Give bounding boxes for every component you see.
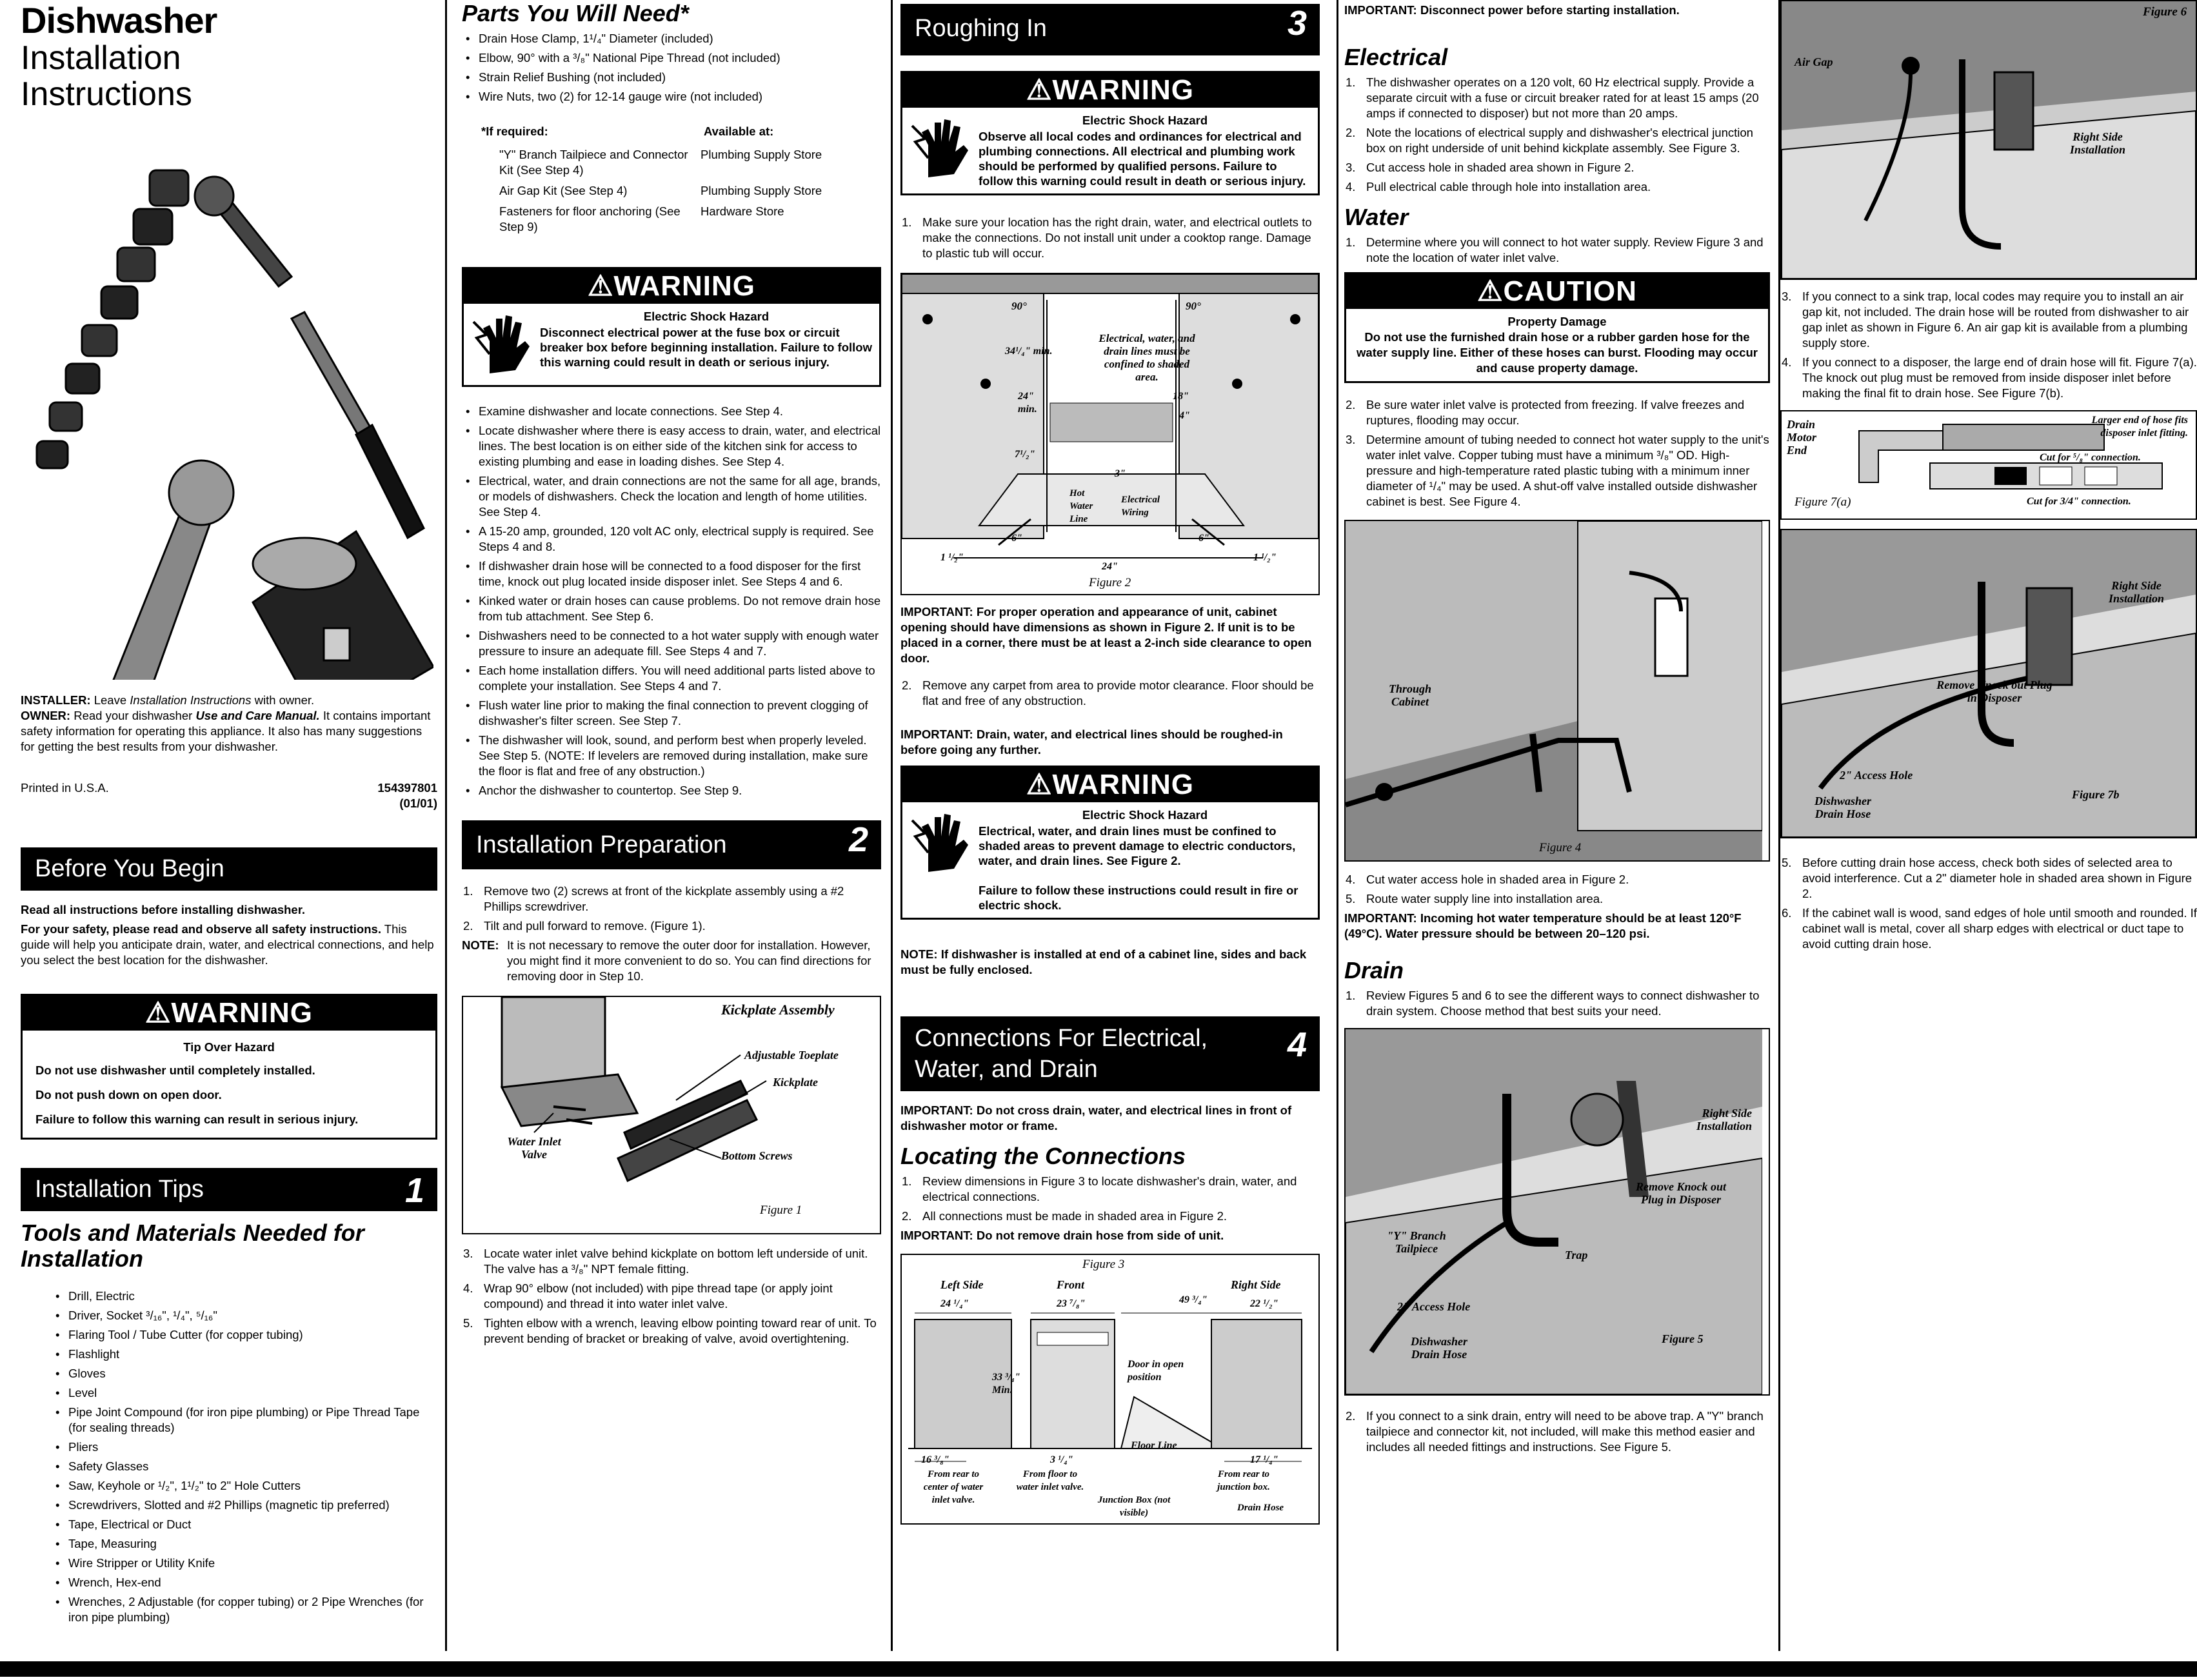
- tool-item-text: Wrenches, 2 Adjustable (for copper tubing) or 2 Pipe Wrenches (for iron pipe plumbing): [68, 1595, 424, 1624]
- tool-item-2: [68, 1308, 437, 1323]
- tip-1: Do not use dishwasher until completely installed.: [35, 1063, 315, 1077]
- pre-install-bullet-5: [479, 558, 881, 589]
- step-number-2: 2: [848, 820, 868, 859]
- subtitle-line-1: Installation: [21, 39, 181, 77]
- drain-step-2-body: If you connect to a sink drain, entry will need to be above trap. A "Y" branch tailpiece and connector kit, not included, will make this method easier and includes all needed fittings and instructions. See Figure 5.: [1366, 1409, 1764, 1454]
- tool-item-text: Pliers: [68, 1440, 99, 1454]
- part-item-4: [479, 89, 881, 104]
- caution-title: Property Damage: [1507, 315, 1607, 328]
- column-5: [1780, 0, 2197, 1651]
- fig7b-hose: Dishwasher Drain Hose: [1814, 795, 1872, 820]
- tool-item-8: [68, 1439, 437, 1455]
- water-step-cont-2: 5. Route water supply line into installation area.: [1346, 892, 1604, 905]
- fig4-caption: Figure 4: [1539, 841, 1582, 855]
- drain-step-5-text: Before cutting drain hose access, check both sides of selected area to avoid interference. Cut a 2" diameter hole in shaded area shown in Figure 2.: [1802, 856, 2192, 900]
- tool-item-11: [68, 1497, 437, 1513]
- before-you-begin-band: [21, 847, 437, 891]
- pre-install-bullet-2: [479, 423, 881, 469]
- pre-install-bullet-text: Electrical, water, and drain connections are not the same for all age, brands, or models of dishwashers. Check the location and length of home utilities. See Step 4.: [479, 474, 881, 519]
- fig7b-rs: Right Side Installation: [2108, 579, 2165, 605]
- tool-item-15: [68, 1575, 437, 1590]
- tool-item-text: Pipe Joint Compound (for iron pipe plumbing) or Pipe Thread Tape (for sealing threads): [68, 1405, 420, 1434]
- roughing-step-1-text: Make sure your location has the right drain, water, and electrical outlets to make the connections. Do not install unit under a cooktop range. Damage to plastic tub will occur.: [922, 215, 1312, 260]
- fig1-screws: Bottom Screws: [721, 1149, 793, 1162]
- shock-warning-3: [900, 766, 1320, 920]
- warning-body: Disconnect electrical power at the fuse box or circuit breaker box before beginning installation. Failure to follow this warning could result in death or serious injury.: [540, 326, 872, 369]
- owner-bold: Use and Care Manual.: [195, 709, 320, 722]
- column-1: [21, 0, 437, 1651]
- water-step-cont-text: Cut water access hole in shaded area in Figure 2.: [1366, 873, 1629, 886]
- tool-item-12: [68, 1517, 437, 1532]
- tool-item-text: Tape, Measuring: [68, 1537, 157, 1550]
- tool-item-6: [68, 1385, 437, 1401]
- available-at-label: Available at:: [704, 124, 774, 138]
- tools-list: [21, 1289, 437, 1625]
- if-required-label: *If required:: [481, 124, 548, 138]
- pre-install-bullet-4: [479, 524, 881, 555]
- fig1-title: Kickplate Assembly: [721, 1002, 835, 1018]
- required-item: Fasteners for floor anchoring (See Step 9): [499, 204, 681, 233]
- fig7b-hole: 2" Access Hole: [1840, 769, 1913, 782]
- fig2-34: 34¹/₄" min.: [1005, 346, 1053, 357]
- electrical-step-text: The dishwasher operates on a 120 volt, 60 Hz electrical supply. Provide a separate circuit with a fuse or circuit breaker rated for at least 15 amps (20 amps if connected to disposer) but not more than 20 amps.: [1366, 75, 1759, 120]
- fig3-right: Right Side: [1231, 1278, 1281, 1291]
- required-item: Air Gap Kit (See Step 4): [499, 184, 628, 197]
- warning-text: [979, 807, 1311, 913]
- warning-header: ⚠WARNING: [464, 269, 879, 304]
- required-item-row: [488, 204, 875, 235]
- fig3-33: 33 ³/₄" Min.: [992, 1372, 1020, 1396]
- electrical-heading: Electrical: [1344, 44, 1448, 70]
- drain-step-2-text: [1366, 1409, 1764, 1454]
- shock-hand-icon: [909, 807, 973, 878]
- drain-steps-3-4: 3. If you connect to a sink trap, local codes may require you to install an air gap kit, not included. The drain hose will be routed from dishwasher to air gap inlet as shown in Figure 6. An air gap kit is available from a plumbing supply store. 4. If you connect to a disposer, the large end of drain hose will fit. Figure 7(a). The knock out plug must be removed from inside disposer inlet before making the final fit to drain hose. See Figure 7(b).: [1782, 290, 2197, 400]
- drain-step-2: 2. If you connect to a sink drain, entry will need to be above trap. A "Y" branch tailpiece and connector kit, not included, will make this method easier and includes all needed fittings and instructions. See Figure 5.: [1346, 1409, 1764, 1454]
- water-step-cont-1: 4. Cut water access hole in shaded area in Figure 2.: [1346, 873, 1629, 886]
- warning-header: ⚠WARNING: [902, 73, 1318, 108]
- locating-step-2: All connections must be made in shaded area in Figure 2.: [922, 1209, 1228, 1223]
- part-item-3: [479, 70, 881, 85]
- part-item-2: [479, 50, 881, 66]
- pre-install-bullet-text: Anchor the dishwasher to countertop. See Step 9.: [479, 784, 742, 797]
- electrical-step-text: Cut access hole in shaded area shown in Figure 2.: [1366, 161, 1635, 174]
- drain-step-1: 1. Review Figures 5 and 6 to see the different ways to connect dishwasher to drain system. Choose method that best suits your need.: [1346, 989, 1760, 1018]
- parts-list: [462, 31, 881, 104]
- fig2-90-right: 90°: [1186, 300, 1201, 312]
- step-number-1: 1: [404, 1171, 424, 1210]
- fig2-7: 7¹/₂": [1015, 449, 1035, 460]
- safety-bold: For your safety, please read and observe all safety instructions.: [21, 922, 381, 936]
- water-steps-continued: [1344, 872, 1770, 907]
- kickplate-drawing: [463, 997, 880, 1233]
- prep-step-text: Remove two (2) screws at front of the kickplate assembly using a #2 Phillips screwdriver.: [484, 884, 844, 913]
- fig2-hot: Hot Water Line: [1069, 488, 1093, 524]
- fig1-caption: Figure 1: [760, 1203, 802, 1217]
- tool-item-text: Flashlight: [68, 1347, 120, 1361]
- tool-item-1: [68, 1289, 437, 1304]
- fig2-90-left: 90°: [1011, 300, 1027, 312]
- tool-item-text: Saw, Keyhole or ¹/₂", 1¹/₂" to 2" Hole Cutters: [68, 1479, 301, 1492]
- fig2-6b: 6": [1198, 533, 1209, 544]
- prep-step-cont-1: 3. Locate water inlet valve behind kickplate on bottom left underside of unit. The valve has a ³/₈" NPT female fitting.: [463, 1247, 868, 1276]
- roughing-in-band: [900, 4, 1320, 55]
- cabinet-opening-drawing: [902, 274, 1318, 594]
- fig2-18: 18": [1173, 391, 1189, 402]
- tool-item-text: Flaring Tool / Tube Cutter (for copper tubing): [68, 1328, 303, 1341]
- tool-item-text: Safety Glasses: [68, 1459, 149, 1473]
- fig5-knock: Remove Knock out Plug in Disposer: [1636, 1180, 1726, 1206]
- installation-tips-band: [21, 1168, 437, 1211]
- fig5-caption: Figure 5: [1662, 1332, 1704, 1345]
- part-item-text: Elbow, 90° with a ³/₈" National Pipe Thread (not included): [479, 51, 780, 64]
- tools-illustration: [21, 151, 437, 680]
- tip-title: Tip Over Hazard: [183, 1040, 275, 1054]
- pre-install-bullet-text: Dishwashers need to be connected to a hot water supply with enough water pressure to insure an adequate fill. See Steps 4 and 7.: [479, 629, 879, 658]
- fig2-6a: 6": [1011, 533, 1022, 544]
- tool-item-5: [68, 1366, 437, 1381]
- drain-step-6-text: If the cabinet wall is wood, sand edges of hole until smooth and rounded. If cabinet wall is metal, cover all sharp edges with electrical or duct tape to avoid cutting drain hose.: [1802, 906, 2197, 951]
- tool-item-16: [68, 1594, 437, 1625]
- pre-install-bullet-9: [479, 698, 881, 729]
- fig2-24min: 24" min.: [1018, 391, 1037, 415]
- figure-1: [462, 996, 881, 1234]
- fig3-jb: Junction Box (not visible): [1097, 1495, 1171, 1518]
- prep-step-cont-text: Tighten elbow with a wrench, leaving elbow pointing toward rear of unit. To prevent bending of bracket or breaking of valve, avoid overtightening.: [484, 1316, 877, 1345]
- fig3-17: 17 ¹/₄": [1250, 1454, 1278, 1465]
- shock-hand-icon: [470, 309, 535, 380]
- safety-para: [21, 922, 437, 968]
- figure-7a: [1780, 410, 2197, 520]
- column-4: [1344, 0, 1770, 1651]
- fig7b-knock: Remove Knock out Plug in Disposer: [1936, 678, 2053, 704]
- fig1-toeplate: Adjustable Toeplate: [744, 1049, 839, 1062]
- caution-header: ⚠CAUTION: [1346, 274, 1768, 309]
- electrical-step-4: 4. Pull electrical cable through hole into installation area.: [1346, 180, 1651, 193]
- fig4-through: Through Cabinet: [1388, 682, 1432, 708]
- water-step-1: 1. Determine where you will connect to hot water supply. Review Figure 3 and note the location of water inlet valve.: [1346, 235, 1764, 264]
- prep-step-cont-2: 4. Wrap 90° elbow (not included) with pipe thread tape (or apply joint compound) and thread it into water inlet valve.: [463, 1281, 833, 1310]
- required-item-row: [488, 183, 875, 199]
- fig6-caption: Figure 6: [2143, 5, 2187, 19]
- fig3-caption: Figure 3: [1082, 1258, 1125, 1271]
- warning-text: [979, 113, 1311, 188]
- electrical-step-1: 1. The dishwasher operates on a 120 volt, 60 Hz electrical supply. Provide a separate circuit with a fuse or circuit breaker rated for at least 15 amps (20 amps if connected to disposer) but not more than 20 amps.: [1346, 75, 1759, 120]
- fig5-rs: Right Side Installation: [1696, 1107, 1752, 1132]
- water-step-text: Determine amount of tubing needed to connect hot water supply to the unit's water inlet valve. Copper tubing must have a minimum ³/₈" OD. High-pressure and high-temperature rated plastic tubing with a minimum inner diameter of ¹/₄" may be used. A shut-off valve installed outside dishwasher cabinet is best. See Figure 4.: [1366, 433, 1769, 508]
- owner-end: It contains important safety information for operating this appliance. It also has many suggestions for getting the best results from your dishwasher.: [21, 709, 431, 753]
- step-number-3: 3: [1287, 4, 1307, 43]
- step-number-4: 4: [1287, 1025, 1307, 1064]
- warning-title: Electric Shock Hazard: [643, 310, 770, 323]
- fig2-elec: Electrical Wiring: [1121, 495, 1160, 518]
- available-where: Hardware Store: [701, 204, 784, 218]
- connections-band: [900, 1016, 1320, 1091]
- fig3-floor2: From floor to water inlet valve.: [1016, 1469, 1084, 1492]
- fig3-floor: Floor Line: [1131, 1440, 1177, 1451]
- pre-install-bullet-text: Flush water line prior to making the final connection to prevent clogging of dishwasher's filter screen. See Step 7.: [479, 698, 868, 727]
- disconnect-important: IMPORTANT: Disconnect power before starting installation.: [1344, 3, 1680, 17]
- drain-heading: Drain: [1344, 957, 1404, 983]
- fig5-hose: Dishwasher Drain Hose: [1410, 1335, 1468, 1361]
- figure-4: [1344, 520, 1770, 862]
- tip-over-warning: [21, 994, 437, 1140]
- fig3-22: 22 ¹/₂": [1250, 1298, 1278, 1309]
- fig7a-caption: Figure 7(a): [1794, 495, 1851, 509]
- tips-band-label: Installation Tips: [35, 1176, 204, 1203]
- roughing-step-1: 1. Make sure your location has the right drain, water, and electrical outlets to make the connections. Do not install unit under a cooktop range. Damage to plastic tub will occur.: [902, 215, 1312, 260]
- shock-hand-icon: [909, 113, 973, 184]
- figure-3: [900, 1254, 1320, 1525]
- pre-install-bullet-text: A 15-20 amp, grounded, 120 volt AC only, electrical supply is required. See Steps 4 and 8.: [479, 524, 874, 553]
- water-temp-important: IMPORTANT: Incoming hot water temperature should be at least 120°F (49°C). Water pressure should be between 20–120 psi.: [1344, 911, 1742, 940]
- pre-install-bullets: [462, 404, 881, 798]
- drain-step-1-text: Review Figures 5 and 6 to see the different ways to connect dishwasher to drain system. Choose method that best suits your need.: [1366, 989, 1760, 1018]
- page-title: Dishwasher: [21, 0, 217, 41]
- part-date: (01/01): [399, 796, 437, 810]
- before-band-label: Before You Begin: [35, 855, 224, 882]
- fig3-front: Front: [1057, 1278, 1085, 1291]
- printed-in: Printed in U.S.A.: [21, 781, 109, 795]
- tool-item-4: [68, 1347, 437, 1362]
- enclosure-note: NOTE: If dishwasher is installed at end of a cabinet line, sides and back must be fully enclosed.: [900, 947, 1307, 976]
- installation-preparation-band: [462, 820, 881, 869]
- pre-install-bullet-text: The dishwasher will look, sound, and perform best when properly leveled. See Step 5. (NOTE: If levelers are removed during installation, make sure the floor is flat and free of any obstruction.): [479, 733, 868, 778]
- pre-install-bullet-6: [479, 593, 881, 624]
- important-2: IMPORTANT: Drain, water, and electrical lines should be roughed-in before going any further.: [900, 727, 1283, 756]
- required-items: [488, 147, 875, 240]
- prep-step-cont-3: 5. Tighten elbow with a wrench, leaving elbow pointing toward rear of unit. To prevent bending of bracket or breaking of valve, avoid overtightening.: [463, 1316, 877, 1345]
- pre-install-bullet-text: Examine dishwasher and locate connections. See Step 4.: [479, 404, 784, 418]
- available-where: Plumbing Supply Store: [701, 148, 822, 161]
- prep-step-text: Tilt and pull forward to remove. (Figure 1).: [484, 919, 706, 933]
- roughing-step-2: 2. Remove any carpet from area to provide motor clearance. Floor should be flat and free of any obstruction.: [902, 678, 1314, 707]
- fig3-rear2: From rear to junction box.: [1217, 1469, 1270, 1492]
- if-required-table: [462, 124, 881, 233]
- water-step-cont-text: Route water supply line into installation area.: [1366, 892, 1604, 905]
- tool-item-text: Wire Stripper or Utility Knife: [68, 1556, 215, 1570]
- fig3-49: 49 ³/₄": [1179, 1294, 1208, 1305]
- important-4: IMPORTANT: Do not remove drain hose from side of unit.: [900, 1229, 1224, 1242]
- part-item-text: Wire Nuts, two (2) for 12-14 gauge wire (not included): [479, 90, 763, 103]
- shock-warning-2: [900, 71, 1320, 195]
- tool-item-text: Driver, Socket ³/₁₆", ¹/₄", ⁵/₁₆": [68, 1309, 217, 1322]
- fig7a-cut58: Cut for ⁵/₈" connection.: [2040, 452, 2141, 463]
- fig2-4: 4": [1179, 410, 1190, 421]
- figure-6: [1780, 0, 2197, 280]
- fig3-3: 3 ¹/₄": [1050, 1454, 1073, 1465]
- caution-text: Do not use the furnished drain hose or a rubber garden hose for the water supply line. Either of these hoses can burst. Flooding may occur and cause property damage.: [1357, 330, 1758, 375]
- prep-steps-continued: [462, 1246, 881, 1347]
- fig3-left: Left Side: [940, 1278, 984, 1291]
- note-label: NOTE:: [462, 938, 499, 952]
- warning-header: ⚠WARNING: [902, 767, 1318, 802]
- fig7b-caption: Figure 7b: [2072, 788, 2120, 801]
- pre-install-bullet-text: Each home installation differs. You will need additional parts listed above to complete your installation. See Steps 4 and 7.: [479, 664, 875, 693]
- fig3-23: 23 ⁷/₈": [1057, 1298, 1086, 1309]
- fig2-1b: 1 ¹/₂": [1253, 552, 1277, 563]
- fig6-rs: Right Side Installation: [2069, 130, 2126, 156]
- tool-item-10: [68, 1478, 437, 1494]
- available-where: Plumbing Supply Store: [701, 184, 822, 197]
- fig3-16: 16 ³/₈": [921, 1454, 949, 1465]
- important-1: IMPORTANT: For proper operation and appearance of unit, cabinet opening should have dimensions as shown in Figure 2. If unit is to be placed in a corner, there must be at least a 2-inch side clearance to open door.: [900, 605, 1312, 665]
- pre-install-bullet-8: [479, 663, 881, 694]
- installer-italic: Installation Instructions: [130, 693, 252, 707]
- fig5-trap: Trap: [1565, 1249, 1588, 1261]
- fig2-3: 3": [1115, 468, 1126, 479]
- roughing-band-label: Roughing In: [915, 15, 1047, 42]
- figure-5: [1344, 1028, 1770, 1396]
- installer-end: with owner.: [251, 693, 315, 707]
- fig6-air: Air Gap: [1794, 55, 1833, 68]
- owner-text: Read your dishwasher: [70, 709, 196, 722]
- tool-item-text: Screwdrivers, Slotted and #2 Phillips (magnetic tip preferred): [68, 1498, 390, 1512]
- tools-heading: Tools and Materials Needed for Installation: [21, 1220, 364, 1272]
- required-item-row: [488, 147, 875, 178]
- fig2-center-note: Electrical, water, and drain lines must be confined to shaded area.: [1098, 332, 1195, 383]
- fig7a-large: Larger end of hose fits disposer inlet fitting.: [2091, 415, 2188, 439]
- fig1-kickplate: Kickplate: [773, 1076, 818, 1089]
- pre-install-bullet-10: [479, 733, 881, 779]
- locating-steps: 1. Review dimensions in Figure 3 to locate dishwasher's drain, water, and electrical connections. 2. All connections must be made in shaded area in Figure 2.: [902, 1174, 1297, 1223]
- electrical-step-3: 3. Cut access hole in shaded area shown in Figure 2.: [1346, 161, 1635, 174]
- water-heading: Water: [1344, 204, 1409, 230]
- water-step-1: 2. Be sure water inlet valve is protected from freezing. If valve freezes and ruptures, flooding may occur.: [1346, 398, 1745, 427]
- tool-item-3: [68, 1327, 437, 1343]
- tool-item-9: [68, 1459, 437, 1474]
- electrical-step-2: 2. Note the locations of electrical supply and dishwasher's electrical junction box on right underside of unit behind kickplate assembly. See Figure 3.: [1346, 126, 1753, 155]
- fig5-hole: 2" Access Hole: [1397, 1300, 1471, 1313]
- fig2-24: 24": [1102, 561, 1118, 572]
- prep-step-2: 2. Tilt and pull forward to remove. (Figure 1).: [463, 919, 706, 933]
- prep-step-cont-text: Wrap 90° elbow (not included) with pipe thread tape (or apply joint compound) and thread it into water inlet valve.: [484, 1281, 833, 1310]
- drain-step-3-text: If you connect to a sink trap, local codes may require you to install an air gap kit, not included. The drain hose will be routed from dishwasher to air gap inlet as shown in Figure 6. An air gap kit is available from a plumbing supply store.: [1802, 290, 2189, 350]
- electrical-step-text: Pull electrical cable through hole into installation area.: [1366, 180, 1651, 193]
- water-steps: [1344, 397, 1770, 509]
- pre-install-bullet-1: [479, 404, 881, 419]
- fig5-y: "Y" Branch Tailpiece: [1387, 1229, 1446, 1255]
- required-item: "Y" Branch Tailpiece and Connector Kit (See Step 4): [499, 148, 688, 177]
- fig7a-drain: Drain Motor End: [1787, 418, 1817, 457]
- installer-text: Leave: [90, 693, 130, 707]
- fig3-door: Door in open position: [1128, 1359, 1184, 1383]
- part-number: 154397801: [377, 781, 437, 795]
- parts-heading: Parts You Will Need*: [462, 0, 689, 26]
- tool-item-text: Drill, Electric: [68, 1289, 135, 1303]
- prep-note: [462, 938, 881, 984]
- water-step-1-text: Determine where you will connect to hot water supply. Review Figure 3 and note the location of water inlet valve.: [1366, 235, 1764, 264]
- column-2: [462, 0, 881, 1651]
- warning-title: Electric Shock Hazard: [1082, 808, 1208, 822]
- warning-title: Electric Shock Hazard: [1082, 114, 1208, 127]
- part-item-1: [479, 31, 881, 46]
- tool-item-7: [68, 1405, 437, 1436]
- warning-body-2: Failure to follow these instructions could result in fire or electric shock.: [979, 884, 1298, 912]
- fig3-24: 24 ¹/₄": [940, 1298, 969, 1309]
- conn-band-line-1: Connections For Electrical,: [915, 1025, 1208, 1052]
- drain-step-4-text: If you connect to a disposer, the large end of drain hose will fit. Figure 7(a). The knock out plug must be removed from inside disposer inlet before making the final fit to drain hose. See Figure 7(b).: [1802, 355, 2197, 400]
- safety-text: This guide will help you anticipate drain, water, and electrical connections, and help you select the best location for the dishwasher.: [21, 922, 434, 967]
- installer-note: [21, 693, 437, 708]
- water-step-2: 3. Determine amount of tubing needed to connect hot water supply to the unit's water inlet valve. Copper tubing must have a minimum ³/₈" OD. High-pressure and high-temperature rated plastic tubing with a minimum inner diameter of ¹/₄" may be used. A shut-off valve installed outside dishwasher cabinet is best. See Figure 4.: [1346, 433, 1769, 508]
- subtitle-line-2: Instructions: [21, 75, 192, 113]
- tool-item-text: Tape, Electrical or Duct: [68, 1517, 192, 1531]
- fig2-caption: Figure 2: [1089, 576, 1131, 589]
- figure-2: [900, 273, 1320, 595]
- prep-step-1: 1. Remove two (2) screws at front of the kickplate assembly using a #2 Phillips screwdriver.: [463, 884, 844, 913]
- tip-3: Failure to follow this warning can result in serious injury.: [35, 1112, 359, 1126]
- warning-body: Observe all local codes and ordinances for electrical and plumbing connections. All electrical and plumbing work should be performed by qualified persons. Failure to follow this warning could result in death or serious injury.: [979, 130, 1306, 188]
- print-info: [21, 780, 437, 825]
- pre-install-bullet-text: If dishwasher drain hose will be connected to a food disposer for the first time, knock out plug located inside disposer inlet. See Steps 4 and 6.: [479, 559, 861, 588]
- part-item-text: Strain Relief Bushing (not included): [479, 70, 666, 84]
- note-text: It is not necessary to remove the outer door for installation. However, you might find it more convenient to do so. You can find directions for removing door in Step 10.: [507, 938, 871, 983]
- warning-text: [540, 309, 873, 380]
- tools-drawing: [21, 151, 433, 680]
- prep-step-cont-text: Locate water inlet valve behind kickplate on bottom left underside of unit. The valve has a ³/₈" NPT female fitting.: [484, 1247, 868, 1276]
- prep-band-label: Installation Preparation: [476, 831, 727, 858]
- warning-body: Electrical, water, and drain lines must be confined to shaded areas to prevent damage to electric conductors, water, and drain lines. See Figure 2.: [979, 824, 1296, 867]
- fig1-valve: Water Inlet Valve: [507, 1135, 561, 1161]
- fig3-hose: Drain Hose: [1237, 1503, 1284, 1513]
- read-all-text: Read all instructions before installing dishwasher.: [21, 903, 306, 916]
- figure-7b: [1780, 529, 2197, 838]
- conn-band-line-2: Water, and Drain: [915, 1056, 1098, 1083]
- tool-item-14: [68, 1556, 437, 1571]
- pre-install-bullet-text: Kinked water or drain hoses can cause problems. Do not remove drain hose from tub attachment. See Step 6.: [479, 594, 881, 623]
- water-step-text: Be sure water inlet valve is protected from freezing. If valve freezes and ruptures, flooding may occur.: [1366, 398, 1745, 427]
- owner-note: [21, 708, 437, 755]
- tool-item-text: Wrench, Hex-end: [68, 1576, 161, 1589]
- part-item-text: Drain Hose Clamp, 1¹/₄" Diameter (included): [479, 32, 713, 45]
- pre-install-bullet-11: [479, 783, 881, 798]
- warning-header: ⚠WARNING: [23, 996, 435, 1031]
- owner-label: OWNER:: [21, 709, 71, 722]
- pre-install-bullet-text: Locate dishwasher where there is easy access to drain, water, and electrical lines. The best location is on either side of the kitchen sink for access to existing plumbing and ease in loading dishes. See Step 4.: [479, 424, 881, 468]
- locating-step-1: Review dimensions in Figure 3 to locate dishwasher's drain, water, and electrical connections.: [922, 1174, 1297, 1203]
- pre-install-bullet-7: [479, 628, 881, 659]
- tip-2: Do not push down on open door.: [35, 1088, 222, 1102]
- column-3: [900, 0, 1320, 1651]
- drain-steps-5-6: 5. Before cutting drain hose access, check both sides of selected area to avoid interference. Cut a 2" diameter hole in shaded area shown in Figure 2. 6. If the cabinet wall is wood, sand edges of hole until smooth and rounded. If cabinet wall is metal, cover all sharp edges with electrical or duct tape to avoid cutting drain hose.: [1782, 856, 2197, 951]
- prep-steps: [462, 884, 881, 934]
- roughing-step-2-text: Remove any carpet from area to provide motor clearance. Floor should be flat and free of any obstruction.: [922, 678, 1314, 707]
- fig3-rear: From rear to center of water inlet valve.: [923, 1469, 984, 1505]
- footer-bar: [0, 1661, 2197, 1677]
- installer-label: INSTALLER:: [21, 693, 91, 707]
- locating-heading: Locating the Connections: [900, 1143, 1186, 1169]
- electrical-step-text: Note the locations of electrical supply and dishwasher's electrical junction box on right underside of unit behind kickplate assembly. See Figure 3.: [1366, 126, 1753, 155]
- important-3: IMPORTANT: Do not cross drain, water, and electrical lines in front of dishwasher motor or frame.: [900, 1103, 1292, 1132]
- fig2-1a: 1 ¹/₂": [940, 552, 964, 563]
- tool-item-text: Gloves: [68, 1367, 106, 1380]
- fig7a-cut34: Cut for 3/4" connection.: [2027, 496, 2131, 507]
- shock-warning-1: [462, 267, 881, 387]
- electrical-steps: [1344, 75, 1770, 195]
- tool-item-13: [68, 1536, 437, 1552]
- pre-install-bullet-3: [479, 473, 881, 520]
- tool-item-text: Level: [68, 1386, 97, 1399]
- property-damage-caution: [1344, 272, 1770, 383]
